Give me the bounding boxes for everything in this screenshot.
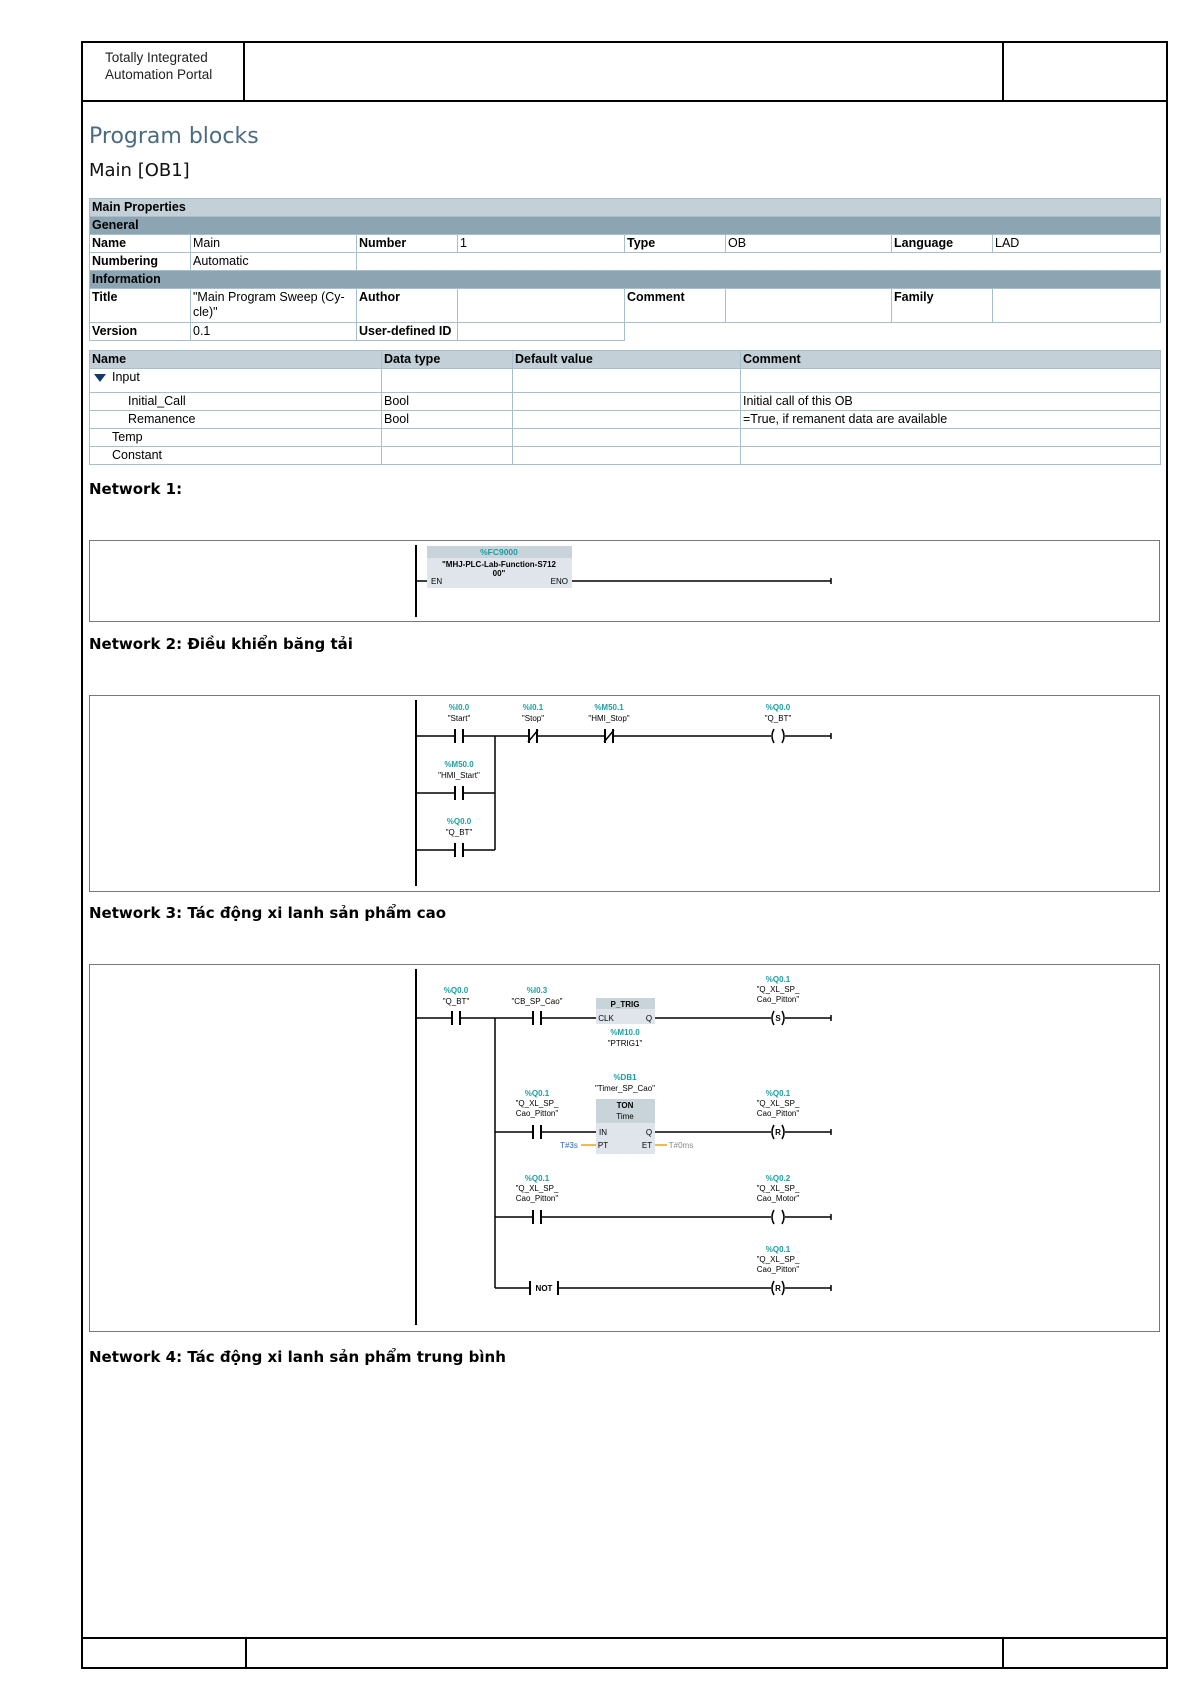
hmi-start-contact-name: "HMI_Start": [438, 771, 480, 780]
not-contact-label: NOT: [535, 1284, 553, 1293]
family-value: [993, 289, 1161, 323]
footer-right-cell: [1002, 1639, 1166, 1667]
et-pin: ET: [641, 1141, 653, 1150]
row2-coil-address: %Q0.1: [765, 1089, 791, 1098]
q-pin: Q: [645, 1014, 653, 1023]
block-address: %FC9000: [480, 547, 518, 557]
general-header: General: [90, 217, 1161, 235]
network-2-title: Network 2: Điều khiển băng tải: [89, 635, 353, 653]
stop-contact-name: "Stop": [521, 714, 545, 723]
clk-pin: CLK: [598, 1014, 614, 1023]
start-contact-address: %I0.0: [448, 703, 470, 712]
latch-contact-address: %Q0.0: [446, 817, 472, 826]
row-name: Input: [112, 370, 140, 384]
table-row[interactable]: [90, 369, 382, 393]
empty-cell: [357, 253, 1161, 271]
version-value: 0.1: [191, 323, 357, 341]
information-header: Information: [90, 271, 1161, 289]
network-4-title: Network 4: Tác động xi lanh sản phẩm trung bình: [89, 1348, 506, 1366]
row-comment: [741, 369, 1161, 393]
network-2-diagram: [89, 695, 1160, 892]
conveyor-coil-address: %Q0.0: [765, 703, 791, 712]
numbering-value: Automatic: [191, 253, 357, 271]
header-app-name: [83, 43, 245, 100]
set-coil-letter: S: [775, 1014, 781, 1023]
section-title: Program blocks: [89, 124, 259, 149]
title-value: [191, 289, 357, 323]
p-trig-instance-name: "PTRIG1": [607, 1039, 643, 1048]
row-comment: =True, if remanent data are available: [741, 411, 1161, 429]
motor-coil-name-2: Cao_Motor": [756, 1194, 800, 1203]
header-line-2: Automation Portal: [105, 67, 213, 82]
network-3-ladder: [90, 965, 1159, 1331]
row-type: [382, 429, 513, 447]
version-label: Version: [90, 323, 191, 341]
row-comment: [741, 447, 1161, 465]
userid-value: [458, 323, 625, 341]
network-3-title: Network 3: Tác động xi lanh sản phẩm cao: [89, 904, 447, 922]
row3-contact-name-2: Cao_Pitton": [515, 1194, 559, 1203]
footer-left-cell: [83, 1639, 247, 1667]
table-row: Remanence: [90, 411, 382, 429]
network-2-ladder: [90, 696, 1159, 891]
latch-contact-name: "Q_BT": [445, 828, 473, 837]
sensor-contact-name: "CB_SP_Cao": [511, 997, 563, 1006]
eno-pin: ENO: [550, 577, 568, 586]
in-pin: IN: [599, 1128, 607, 1137]
title-label: Title: [90, 289, 191, 323]
number-value: 1: [458, 235, 625, 253]
col-name-header: Name: [90, 351, 382, 369]
family-label: Family: [892, 289, 993, 323]
block-name-line-1: "MHJ-PLC-Lab-Function-S712: [441, 560, 557, 569]
network-1-diagram: [89, 540, 1160, 622]
network-3-diagram: [89, 964, 1160, 1332]
row-default: [513, 429, 741, 447]
row-default: [513, 393, 741, 411]
row-comment: [741, 429, 1161, 447]
comment-value: [726, 289, 892, 323]
q-bt-contact-address: %Q0.0: [443, 986, 469, 995]
timer-db-address: %DB1: [613, 1073, 637, 1082]
block-title: Main [OB1]: [89, 160, 190, 181]
author-value: [458, 289, 625, 323]
number-label: Number: [357, 235, 458, 253]
numbering-label: Numbering: [90, 253, 191, 271]
motor-coil-address: %Q0.2: [765, 1174, 791, 1183]
stop-contact-address: %I0.1: [522, 703, 544, 712]
row3-contact-name-1: "Q_XL_SP_: [515, 1184, 559, 1193]
comment-label: Comment: [625, 289, 726, 323]
network-1-title: Network 1:: [89, 480, 183, 498]
block-name-line-2: 00": [492, 569, 506, 578]
row4-coil-name-2: Cao_Pitton": [756, 1265, 800, 1274]
pt-value: T#3s: [560, 1141, 578, 1150]
table-row: Initial_Call: [90, 393, 382, 411]
title-value-line-1: "Main Program Sweep (Cy-: [193, 290, 345, 304]
ton-subtitle: Time: [616, 1112, 634, 1121]
language-value: LAD: [993, 235, 1161, 253]
et-value: T#0ms: [668, 1141, 694, 1150]
hmi-stop-contact-address: %M50.1: [594, 703, 624, 712]
name-label: Name: [90, 235, 191, 253]
row-default: [513, 369, 741, 393]
sensor-contact-address: %I0.3: [526, 986, 548, 995]
row4-reset-letter: R: [775, 1284, 781, 1293]
header-right-cell: [1002, 43, 1166, 100]
reset-coil-letter: R: [775, 1128, 781, 1137]
network-1-ladder: [90, 541, 1159, 621]
col-comment-header: Comment: [741, 351, 1161, 369]
type-value: OB: [726, 235, 892, 253]
row-default: [513, 411, 741, 429]
p-trig-title: P_TRIG: [610, 1000, 640, 1009]
start-contact-name: "Start": [447, 714, 471, 723]
row2-coil-name-2: Cao_Pitton": [756, 1109, 800, 1118]
row3-contact-address: %Q0.1: [524, 1174, 550, 1183]
page-footer: [83, 1637, 1166, 1667]
userid-label: User-defined ID: [357, 323, 458, 341]
row2-contact-name-1: "Q_XL_SP_: [515, 1099, 559, 1108]
row4-coil-address: %Q0.1: [765, 1245, 791, 1254]
title-value-line-2: cle)": [193, 305, 218, 319]
en-pin: EN: [431, 577, 443, 586]
ton-title: TON: [616, 1101, 634, 1110]
p-trig-address: %M10.0: [610, 1028, 640, 1037]
col-type-header: Data type: [382, 351, 513, 369]
q-bt-contact-name: "Q_BT": [442, 997, 470, 1006]
hmi-start-contact-address: %M50.0: [444, 760, 474, 769]
interface-table: [89, 350, 1161, 465]
conveyor-coil-name: "Q_BT": [764, 714, 792, 723]
hmi-stop-contact-name: "HMI_Stop": [588, 714, 630, 723]
row2-contact-name-2: Cao_Pitton": [515, 1109, 559, 1118]
row2-contact-address: %Q0.1: [524, 1089, 550, 1098]
author-label: Author: [357, 289, 458, 323]
row4-coil-name-1: "Q_XL_SP_: [756, 1255, 800, 1264]
table-row: Constant: [90, 447, 382, 465]
name-value: Main: [191, 235, 357, 253]
set-coil-name-2: Cao_Pitton": [756, 995, 800, 1004]
pt-pin: PT: [597, 1141, 609, 1150]
page-header: [83, 43, 1166, 102]
row-type: Bool: [382, 393, 513, 411]
header-line-1: Totally Integrated: [105, 50, 208, 65]
type-label: Type: [625, 235, 726, 253]
row-default: [513, 447, 741, 465]
row-type: [382, 369, 513, 393]
row2-coil-name-1: "Q_XL_SP_: [756, 1099, 800, 1108]
language-label: Language: [892, 235, 993, 253]
row-type: Bool: [382, 411, 513, 429]
properties-title: Main Properties: [90, 199, 1161, 217]
timer-db-name: "Timer_SP_Cao": [594, 1084, 656, 1093]
expand-triangle-icon[interactable]: [94, 374, 106, 382]
row-type: [382, 447, 513, 465]
set-coil-name-1: "Q_XL_SP_: [756, 985, 800, 994]
motor-coil-name-1: "Q_XL_SP_: [756, 1184, 800, 1193]
empty-cell: [625, 323, 1161, 341]
row-comment: Initial call of this OB: [741, 393, 1161, 411]
properties-table: [89, 198, 1161, 341]
col-default-header: Default value: [513, 351, 741, 369]
set-coil-address: %Q0.1: [765, 975, 791, 984]
table-row: Temp: [90, 429, 382, 447]
ton-q-pin: Q: [645, 1128, 653, 1137]
